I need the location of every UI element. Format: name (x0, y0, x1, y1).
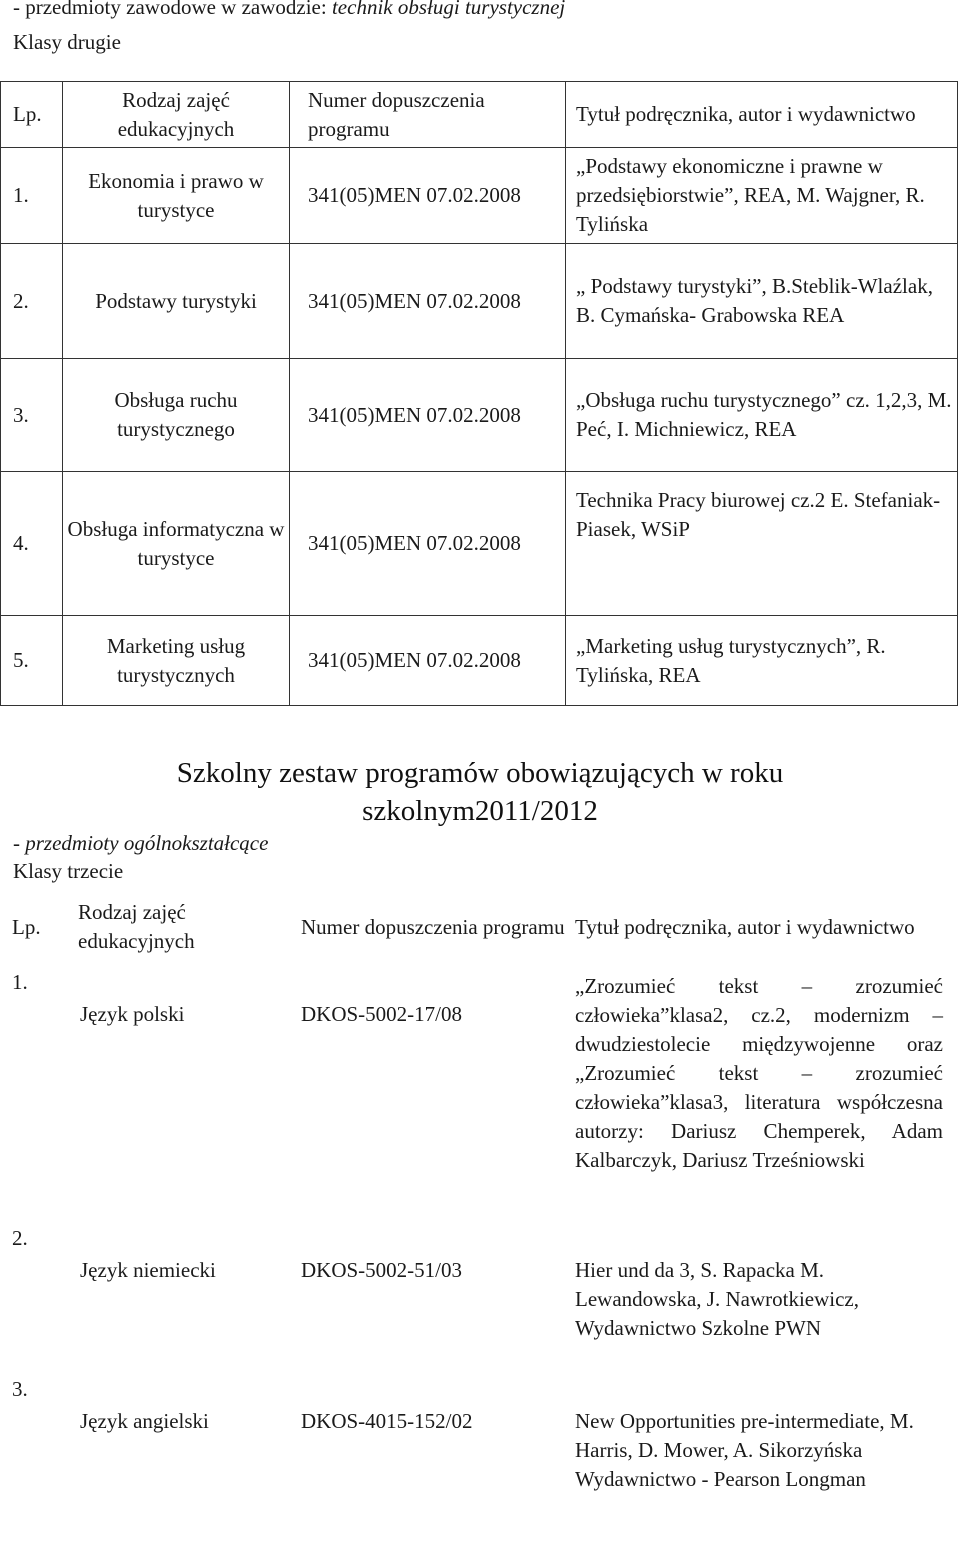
row-subject: Podstawy turystyki (63, 244, 290, 359)
row-lp: 3. (1, 359, 63, 472)
table-row (0, 1369, 957, 1549)
section2-subtitle (13, 829, 268, 858)
header-number: Numer dopuszczenia programu (301, 914, 565, 939)
document-heading-line1: Szkolny zestaw programów obowiązujących w roku (176, 757, 784, 789)
row-subject: Ekonomia i prawo w turystyce (63, 148, 290, 244)
row-book: „Zrozumieć tekst – zrozumieć człowieka”klasa2, cz.2, modernizm – dwudziestolecie międzywojenne oraz „Zrozumieć tekst – zrozumieć człowieka”klasa3, literatura współczesna autorzy: Dariusz Chemperek, Adam Kalbarczyk, Dariusz Trześniowski (575, 974, 943, 1172)
table-header-row (0, 886, 957, 968)
row-lp: 1. (1, 148, 63, 244)
section2-class-label: Klasy trzecie (13, 859, 124, 883)
document-heading-line2: szkolnym2011/2012 (362, 795, 598, 827)
section2-table (0, 886, 957, 1549)
row-number: DKOS-5002-17/08 (301, 1002, 462, 1026)
row-book: „ Podstawy turystyki”, B.Steblik-Wlaźlak, B. Cymańska- Grabowska REA (566, 244, 958, 359)
row-lp: 2. (12, 1226, 28, 1250)
row-lp: 3. (12, 1377, 28, 1401)
row-number: 341(05)MEN 07.02.2008 (290, 148, 566, 244)
section2-subtitle-text: - przedmioty ogólnokształcące (13, 831, 269, 855)
section1-class-label: Klasy drugie (13, 30, 121, 54)
row-book: „Marketing usług turystycznych”, R. Tylińska, REA (566, 616, 958, 706)
row-lp: 5. (1, 616, 63, 706)
section1-table (0, 81, 958, 706)
row-number: 341(05)MEN 07.02.2008 (290, 616, 566, 706)
row-number: 341(05)MEN 07.02.2008 (290, 472, 566, 616)
row-lp: 2. (1, 244, 63, 359)
header-book: Tytuł podręcznika, autor i wydawnictwo (575, 914, 915, 939)
section1-subtitle: - przedmioty zawodowe w zawodzie: technik obsługi turystycznej (13, 0, 565, 22)
row-lp: 1. (12, 970, 28, 994)
table-row (1, 244, 958, 359)
row-number: 341(05)MEN 07.02.2008 (290, 359, 566, 472)
row-book: New Opportunities pre-intermediate, M. Harris, D. Mower, A. Sikorzyńska Wydawnictwo - Pearson Longman (575, 1409, 914, 1491)
profession-name: technik obsługi turystycznej (331, 0, 566, 19)
row-subject: Obsługa ruchu turystycznego (63, 359, 290, 472)
row-subject: Język niemiecki (80, 1258, 216, 1282)
row-book: „Podstawy ekonomiczne i prawne w przedsiębiorstwie”, REA, M. Wajgner, R. Tylińska (566, 148, 958, 244)
header-number: Numer dopuszczenia programu (290, 82, 566, 148)
table-row (1, 359, 958, 472)
row-subject: Obsługa informatyczna w turystyce (63, 472, 290, 616)
row-book: Technika Pracy biurowej cz.2 E. Stefaniak-Piasek, WSiP (566, 472, 958, 616)
header-subject: Rodzaj zajęć edukacyjnych (63, 82, 290, 148)
row-book: „Obsługa ruchu turystycznego” cz. 1,2,3, M. Peć, I. Michniewicz, REA (566, 359, 958, 472)
table-header-row (1, 82, 958, 148)
table-row (0, 968, 957, 1224)
row-lp: 4. (1, 472, 63, 616)
header-lp: Lp. (1, 82, 63, 148)
row-number: 341(05)MEN 07.02.2008 (290, 244, 566, 359)
row-subject: Język angielski (80, 1409, 209, 1433)
row-subject: Język polski (80, 1002, 185, 1026)
row-number: DKOS-5002-51/03 (301, 1258, 462, 1282)
table-row (1, 148, 958, 244)
header-subject: Rodzaj zajęć edukacyjnych (78, 900, 195, 953)
header-lp: Lp. (12, 914, 41, 939)
row-number: DKOS-4015-152/02 (301, 1409, 473, 1433)
header-book: Tytuł podręcznika, autor i wydawnictwo (566, 82, 958, 148)
table-row (1, 472, 958, 616)
table-row (1, 616, 958, 706)
table-row (0, 1224, 957, 1369)
row-book: Hier und da 3, S. Rapacka M. Lewandowska, J. Nawrotkiewicz, Wydawnictwo Szkolne PWN (575, 1258, 859, 1340)
row-subject: Marketing usług turystycznych (63, 616, 290, 706)
